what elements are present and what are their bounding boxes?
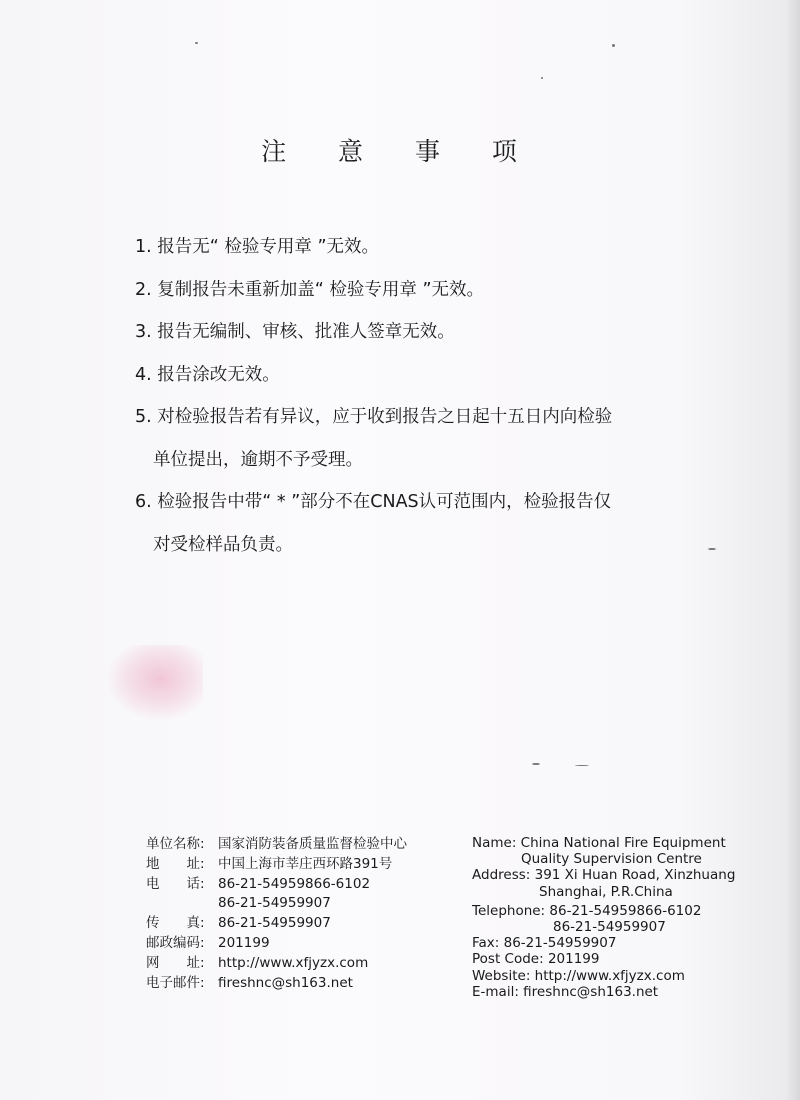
tel-value-1: 86-21-54959866-6102 (218, 875, 371, 892)
email-value: fireshnc@sh163.net (218, 974, 353, 991)
contact-web-row (146, 954, 446, 974)
notice-item-6: 6. 检验报告中带“ * ”部分不在CNAS认可范围内，检验报告仅 (135, 492, 612, 512)
tel-label: 电 话: (146, 875, 205, 892)
contact-email-row (146, 974, 446, 994)
page-title: 注 意 事 项 (261, 137, 539, 166)
en-fax: Fax: 86-21-54959907 (472, 935, 617, 952)
en-telephone-line-2: 86-21-54959907 (553, 919, 666, 936)
faded-stamp-mark (108, 645, 203, 720)
notice-item-5: 5. 对检验报告若有异议，应于收到报告之日起十五日内向检验 (135, 407, 613, 427)
org-name: 国家消防装备质量监督检验中心 (218, 836, 407, 852)
tel-value-2: 86-21-54959907 (218, 895, 331, 912)
contact-post-row (146, 934, 446, 954)
en-email: E-mail: fireshnc@sh163.net (472, 983, 659, 1000)
web-label: 网 址: (146, 954, 205, 971)
scan-speck (532, 763, 540, 765)
scan-speck (195, 42, 198, 44)
contact-address-row (146, 855, 446, 875)
en-address-line-2: Shanghai, P.R.China (539, 883, 673, 900)
fax-value: 86-21-54959907 (218, 915, 331, 932)
email-label: 电子邮件: (146, 974, 205, 991)
address-label: 地 址: (146, 855, 205, 872)
address-value: 中国上海市莘庄西环路391号 (218, 855, 393, 872)
post-label: 邮政编码: (146, 934, 205, 951)
en-post-code: Post Code: 201199 (472, 951, 600, 968)
notice-list (135, 226, 755, 566)
post-value: 201199 (218, 934, 270, 951)
en-name-line-1: Name: China National Fire Equipment (472, 835, 726, 851)
contact-info-english (472, 835, 735, 1000)
contact-info-chinese (146, 835, 446, 993)
contact-name-row (146, 835, 446, 855)
notice-item-5-continued: 单位提出，逾期不予受理。 (153, 449, 363, 470)
notice-item-3: 3. 报告无编制、审核、批准人签章无效。 (135, 322, 455, 342)
scan-speck (612, 44, 615, 47)
en-telephone-line-1: Telephone: 86-21-54959866-6102 (472, 902, 702, 919)
notice-item-2: 2. 复制报告未重新加盖“ 检验专用章 ”无效。 (135, 279, 485, 300)
notice-item-4: 4. 报告涂改无效。 (135, 364, 280, 385)
contact-fax-row (146, 914, 446, 934)
web-value: http://www.xfjyzx.com (218, 954, 369, 971)
en-address-line-1: Address: 391 Xi Huan Road, Xinzhuang (472, 867, 736, 884)
notice-item-6-continued: 对受检样品负责。 (153, 534, 293, 555)
contact-tel-row (146, 875, 446, 895)
name-label: 单位名称: (146, 836, 205, 852)
en-website: Website: http://www.xfjyzx.com (472, 967, 685, 984)
notice-item-1: 1. 报告无“ 检验专用章 ”无效。 (135, 237, 380, 257)
fax-label: 传 真: (146, 915, 205, 932)
scan-speck (575, 765, 589, 766)
en-name-line-2: Quality Supervision Centre (521, 851, 702, 868)
scan-speck (541, 77, 543, 79)
